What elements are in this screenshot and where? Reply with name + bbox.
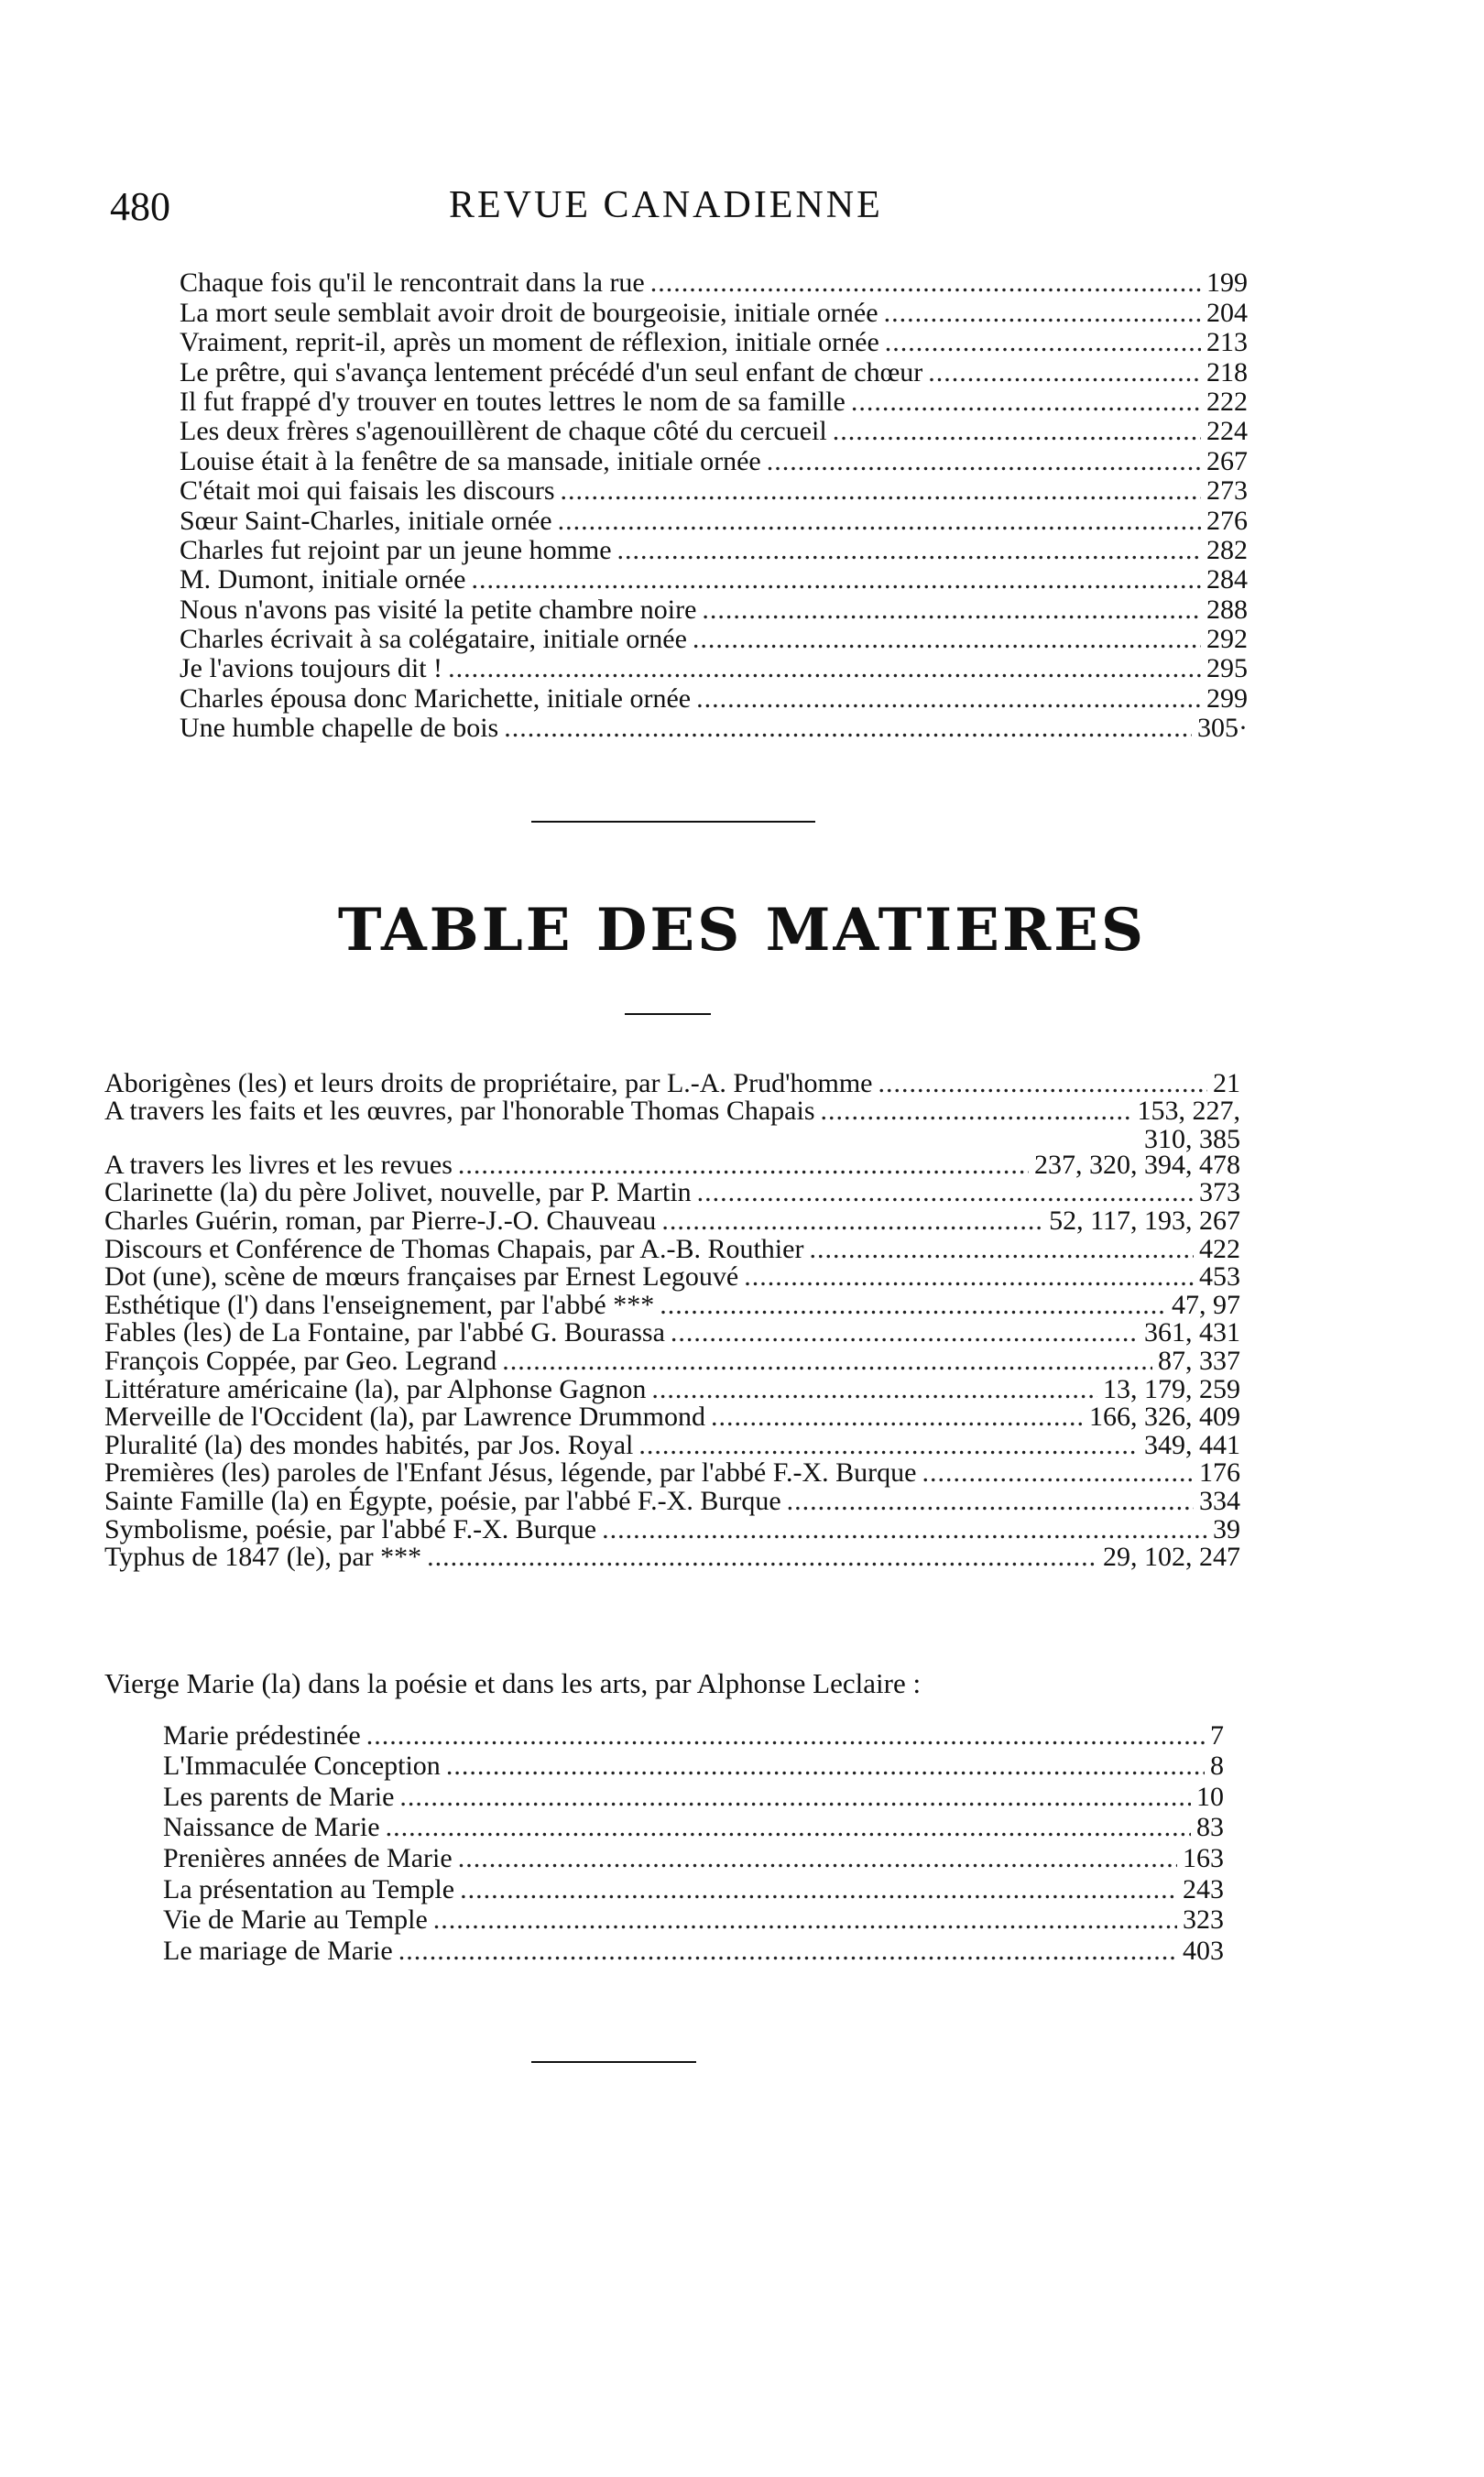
toc-entry-title: Esthétique (l') dans l'enseignement, par l'abbé *** bbox=[104, 1289, 655, 1320]
dot-leader bbox=[471, 565, 1201, 595]
dot-leader bbox=[821, 1097, 1132, 1126]
toc-entry bbox=[104, 1067, 1240, 1098]
illustration-entry-title: Sœur Saint-Charles, initiale ornée bbox=[180, 505, 552, 536]
illustration-entry-page: 295 bbox=[1206, 653, 1248, 684]
dot-leader bbox=[617, 536, 1201, 565]
chapter-entry-title: Le mariage de Marie bbox=[163, 1935, 393, 1966]
dot-leader bbox=[504, 714, 1192, 743]
illustration-entry-title: Le prêtre, qui s'avança lentement précédé d'un seul enfant de chœur bbox=[180, 356, 923, 387]
illustration-entry-title: La mort seule semblait avoir droit de bourgeoisie, initiale ornée bbox=[180, 297, 878, 328]
toc-entries bbox=[104, 1151, 1240, 1572]
toc-entry-title: Aborigènes (les) et leurs droits de propriétaire, par L.-A. Prud'homme bbox=[104, 1067, 873, 1098]
illustration-entry-page: 276 bbox=[1206, 505, 1248, 536]
dot-leader bbox=[399, 1783, 1191, 1812]
illustration-entry bbox=[180, 565, 1248, 595]
illustration-entry bbox=[180, 446, 1248, 475]
dot-leader bbox=[561, 476, 1201, 506]
toc-entry bbox=[104, 1429, 1240, 1460]
toc-entry bbox=[104, 1404, 1240, 1433]
dot-leader bbox=[661, 1206, 1043, 1236]
toc-entry-title: Clarinette (la) du père Jolivet, nouvelle, par P. Martin bbox=[104, 1177, 692, 1208]
toc-entry bbox=[104, 1289, 1240, 1320]
toc-entry-title: Fables (les) de La Fontaine, par l'abbé G. Bourassa bbox=[104, 1317, 665, 1348]
chapter-entry-page: 323 bbox=[1183, 1904, 1224, 1936]
illustration-entry bbox=[180, 654, 1248, 683]
title-underline-rule bbox=[625, 1013, 711, 1015]
dot-leader bbox=[448, 654, 1201, 683]
chapter-entry bbox=[163, 1904, 1224, 1936]
illustration-entry-title: Les deux frères s'agenouillèrent de chaque côté du cercueil bbox=[180, 416, 827, 447]
dot-leader bbox=[809, 1235, 1194, 1264]
dot-leader bbox=[878, 1069, 1208, 1098]
table-of-contents bbox=[104, 1067, 1240, 1573]
illustration-entry-page: 213 bbox=[1206, 327, 1248, 358]
dot-leader bbox=[638, 1431, 1139, 1460]
illustration-entry-title: Charles fut rejoint par un jeune homme bbox=[180, 534, 612, 565]
illustration-entry-title: Nous n'avons pas visité la petite chambre noire bbox=[180, 594, 697, 625]
illustration-entry bbox=[180, 357, 1248, 387]
toc-entry bbox=[104, 1261, 1240, 1293]
toc-entry bbox=[104, 1233, 1240, 1264]
toc-entry bbox=[104, 1457, 1240, 1489]
illustration-entry-title: M. Dumont, initiale ornée bbox=[180, 564, 466, 595]
illustration-list bbox=[180, 268, 1248, 743]
chapter-entry-title: Les parents de Marie bbox=[163, 1781, 395, 1812]
chapter-entry bbox=[163, 1935, 1224, 1966]
toc-entry-page: 29, 102, 247 bbox=[1103, 1542, 1240, 1573]
chapter-entry-page: 243 bbox=[1183, 1873, 1224, 1904]
dot-leader bbox=[366, 1721, 1205, 1751]
dot-leader bbox=[558, 507, 1201, 536]
toc-entry bbox=[104, 1345, 1240, 1376]
toc-entry-title: Merveille de l'Occident (la), par Lawrence Drummond bbox=[104, 1402, 705, 1433]
toc-entry-page: 237, 320, 394, 478 bbox=[1034, 1149, 1240, 1180]
toc-entry-page: 349, 441 bbox=[1144, 1429, 1240, 1460]
illustration-entry-page: 284 bbox=[1206, 564, 1248, 595]
toc-entry bbox=[104, 1373, 1240, 1404]
toc-entry-title: Charles Guérin, roman, par Pierre-J.-O. Chauveau bbox=[104, 1205, 657, 1236]
dot-leader bbox=[693, 625, 1201, 654]
chapter-entry bbox=[163, 1842, 1224, 1873]
chapter-entry-page: 163 bbox=[1183, 1842, 1224, 1873]
chapter-entry-page: 7 bbox=[1210, 1719, 1224, 1751]
closing-rule bbox=[531, 2061, 696, 2063]
dot-leader bbox=[427, 1543, 1097, 1572]
dot-leader bbox=[602, 1515, 1207, 1544]
illustration-entry-page: 305· bbox=[1197, 713, 1248, 744]
illustration-entry-title: Il fut frappé d'y trouver en toutes lettres le nom de sa famille bbox=[180, 386, 846, 417]
dot-leader bbox=[660, 1291, 1166, 1320]
illustration-entry-page: 204 bbox=[1206, 297, 1248, 328]
dot-leader bbox=[697, 1178, 1194, 1207]
chapter-entry-title: L'Immaculée Conception bbox=[163, 1751, 441, 1782]
illustration-entry bbox=[180, 417, 1248, 446]
chapter-entry-title: La présentation au Temple bbox=[163, 1873, 455, 1904]
toc-entry-page: 39 bbox=[1213, 1513, 1240, 1544]
vierge-marie-heading: Vierge Marie (la) dans la poésie et dans les arts, par Alphonse Leclaire : bbox=[104, 1667, 922, 1699]
dot-leader bbox=[696, 684, 1201, 714]
toc-entry-page: 13, 179, 259 bbox=[1103, 1373, 1240, 1404]
illustration-entry bbox=[180, 298, 1248, 327]
dot-leader bbox=[885, 328, 1201, 357]
illustration-entry-title: Charles écrivait à sa colégataire, initiale ornée bbox=[180, 624, 687, 655]
chapter-entry-title: Vie de Marie au Temple bbox=[163, 1904, 428, 1936]
toc-entry-page: 422 bbox=[1199, 1233, 1240, 1264]
section-divider-rule bbox=[531, 821, 815, 823]
illustration-entry-page: 224 bbox=[1206, 416, 1248, 447]
toc-entry-page: 176 bbox=[1199, 1457, 1240, 1489]
toc-entry bbox=[104, 1317, 1240, 1348]
dot-leader bbox=[884, 299, 1201, 328]
chapter-entry bbox=[163, 1751, 1224, 1782]
toc-entry-page: 373 bbox=[1199, 1177, 1240, 1208]
toc-entry bbox=[104, 1177, 1240, 1208]
illustration-entry-page: 282 bbox=[1206, 534, 1248, 565]
illustration-entry bbox=[180, 476, 1248, 506]
illustration-entry-page: 292 bbox=[1206, 624, 1248, 655]
illustration-entry bbox=[180, 536, 1248, 565]
illustration-entry-page: 199 bbox=[1206, 267, 1248, 299]
chapter-entry bbox=[163, 1812, 1224, 1843]
dot-leader bbox=[767, 447, 1201, 476]
dot-leader bbox=[711, 1402, 1084, 1432]
illustration-entry bbox=[180, 506, 1248, 535]
illustration-entry bbox=[180, 683, 1248, 713]
illustration-entry-page: 273 bbox=[1206, 475, 1248, 507]
toc-entry-page: 334 bbox=[1199, 1485, 1240, 1516]
toc-entry-continuation: 310, 385 bbox=[1144, 1124, 1240, 1155]
illustration-entry-page: 267 bbox=[1206, 445, 1248, 476]
toc-entry-pages: 153, 227, bbox=[1137, 1096, 1240, 1127]
illustration-entry bbox=[180, 595, 1248, 624]
dot-leader bbox=[744, 1262, 1194, 1292]
dot-leader bbox=[671, 1318, 1139, 1348]
journal-title: REVUE CANADIENNE bbox=[449, 184, 883, 226]
dot-leader bbox=[386, 1813, 1191, 1842]
toc-entry-title: Pluralité (la) des mondes habités, par Jos. Royal bbox=[104, 1429, 634, 1460]
dot-leader bbox=[787, 1487, 1194, 1516]
illustration-entry-page: 222 bbox=[1206, 386, 1248, 417]
illustration-entry-page: 299 bbox=[1206, 682, 1248, 714]
toc-entry-title: Littérature américaine (la), par Alphonse Gagnon bbox=[104, 1373, 647, 1404]
toc-entry-page: 52, 117, 193, 267 bbox=[1049, 1205, 1240, 1236]
toc-entry bbox=[104, 1485, 1240, 1516]
illustration-entry-title: Louise était à la fenêtre de sa mansade, initiale ornée bbox=[180, 445, 761, 476]
dot-leader bbox=[650, 268, 1201, 298]
dot-leader bbox=[922, 1458, 1194, 1488]
toc-entry bbox=[104, 1544, 1240, 1573]
chapter-entry-title: Naissance de Marie bbox=[163, 1812, 380, 1843]
dot-leader bbox=[651, 1375, 1097, 1404]
toc-entry bbox=[104, 1098, 1240, 1127]
illustration-entry-title: Chaque fois qu'il le rencontrait dans la rue bbox=[180, 267, 645, 299]
illustration-entry-title: Une humble chapelle de bois bbox=[180, 713, 499, 744]
dot-leader bbox=[928, 358, 1201, 387]
toc-entry-pages: 21 bbox=[1213, 1067, 1240, 1098]
chapter-entry-title: Prenières années de Marie bbox=[163, 1842, 453, 1873]
illustration-entry bbox=[180, 268, 1248, 298]
illustration-entry-title: Je l'avions toujours dit ! bbox=[180, 653, 443, 684]
chapter-entry-page: 403 bbox=[1183, 1935, 1224, 1966]
toc-entry-title: Dot (une), scène de mœurs françaises par Ernest Legouvé bbox=[104, 1261, 739, 1293]
illustration-entry bbox=[180, 714, 1248, 743]
dot-leader bbox=[460, 1875, 1177, 1904]
toc-entry-page: 453 bbox=[1199, 1261, 1240, 1293]
dot-leader bbox=[398, 1937, 1177, 1966]
dot-leader bbox=[502, 1347, 1152, 1376]
illustration-entry-title: C'était moi qui faisais les discours bbox=[180, 475, 555, 507]
chapter-entry bbox=[163, 1719, 1224, 1751]
chapter-entry bbox=[163, 1873, 1224, 1904]
toc-entry-title: A travers les livres et les revues bbox=[104, 1149, 453, 1180]
illustration-entry-title: Charles épousa donc Marichette, initiale ornée bbox=[180, 682, 692, 714]
running-head bbox=[0, 183, 1484, 238]
chapter-entry-title: Marie prédestinée bbox=[163, 1719, 361, 1751]
toc-entry-page: 87, 337 bbox=[1158, 1345, 1240, 1376]
section-title: TABLE DES MATIERES bbox=[337, 896, 1147, 965]
chapter-entry-page: 10 bbox=[1196, 1781, 1224, 1812]
toc-entry-title: A travers les faits et les œuvres, par l'honorable Thomas Chapais bbox=[104, 1096, 815, 1127]
dot-leader bbox=[851, 387, 1201, 417]
chapter-entry bbox=[163, 1781, 1224, 1812]
illustration-entry bbox=[180, 625, 1248, 654]
page-number: 480 bbox=[110, 184, 170, 229]
illustration-entry-title: Vraiment, reprit-il, après un moment de réflexion, initiale ornée bbox=[180, 327, 879, 358]
toc-entry-title: François Coppée, par Geo. Legrand bbox=[104, 1345, 497, 1376]
dot-leader bbox=[458, 1151, 1029, 1180]
illustration-entry-page: 218 bbox=[1206, 356, 1248, 387]
toc-entry bbox=[104, 1151, 1240, 1180]
toc-entry-page: 361, 431 bbox=[1144, 1317, 1240, 1348]
illustration-entry bbox=[180, 328, 1248, 357]
toc-entry-title: Discours et Conférence de Thomas Chapais, par A.-B. Routhier bbox=[104, 1233, 804, 1264]
toc-entry-title: Sainte Famille (la) en Égypte, poésie, par l'abbé F.-X. Burque bbox=[104, 1485, 781, 1516]
toc-entry bbox=[104, 1513, 1240, 1544]
dot-leader bbox=[446, 1751, 1205, 1781]
dot-leader bbox=[433, 1905, 1177, 1935]
dot-leader bbox=[833, 417, 1201, 446]
vierge-marie-chapters bbox=[163, 1719, 1224, 1966]
illustration-entry-page: 288 bbox=[1206, 594, 1248, 625]
toc-entry-title: Premières (les) paroles de l'Enfant Jésus, légende, par l'abbé F.-X. Burque bbox=[104, 1457, 917, 1489]
dot-leader bbox=[702, 595, 1201, 625]
illustration-entry bbox=[180, 387, 1248, 417]
chapter-entry-page: 8 bbox=[1210, 1751, 1224, 1782]
toc-entry-page: 47, 97 bbox=[1172, 1289, 1240, 1320]
dot-leader bbox=[458, 1844, 1177, 1873]
chapter-entry-page: 83 bbox=[1196, 1812, 1224, 1843]
toc-entry-title: Symbolisme, poésie, par l'abbé F.-X. Burque bbox=[104, 1513, 597, 1544]
toc-entry-page: 166, 326, 409 bbox=[1089, 1402, 1240, 1433]
toc-entry-title: Typhus de 1847 (le), par *** bbox=[104, 1542, 422, 1573]
toc-entry bbox=[104, 1207, 1240, 1236]
